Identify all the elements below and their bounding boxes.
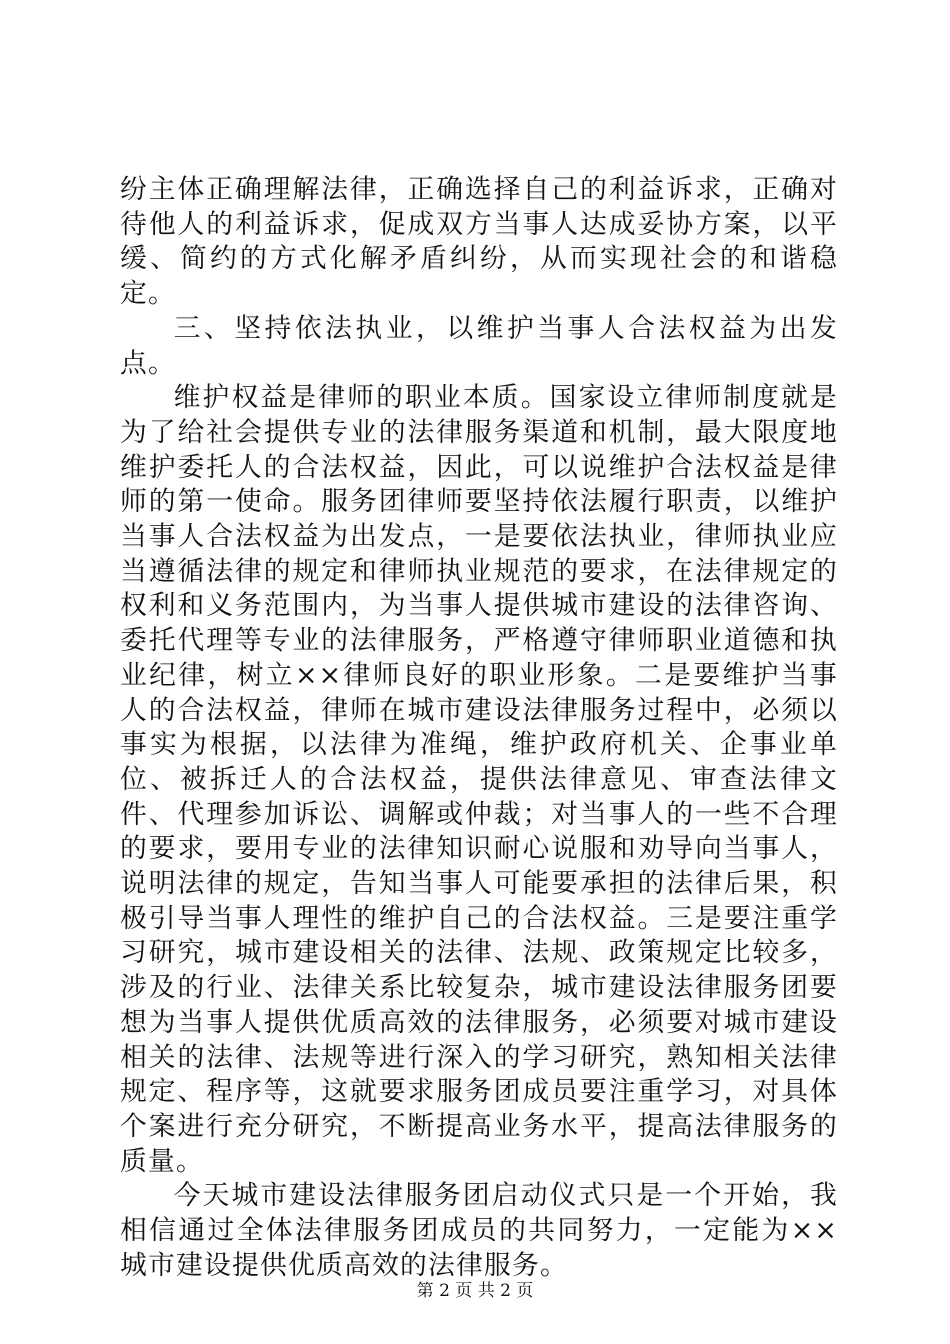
paragraph-closing: 今天城市建设法律服务团启动仪式只是一个开始，我相信通过全体法律服务团成员的共同努力，一定能为××城市建设提供优质高效的法律服务。 [120, 1180, 838, 1281]
document-body [120, 173, 838, 1284]
paragraph-continuation: 纷主体正确理解法律，正确选择自己的利益诉求，正确对待他人的利益诉求，促成双方当事人达成妥协方案，以平缓、简约的方式化解矛盾纠纷，从而实现社会的和谐稳定。 [120, 174, 838, 310]
paragraph-rights: 维护权益是律师的职业本质。国家设立律师制度就是为了给社会提供专业的法律服务渠道和机制，最大限度地维护委托人的合法权益，因此，可以说维护合法权益是律师的第一使命。服务团律师要坚持依法履行职责，以维护当事人合法权益为出发点，一是要依法执业，律师执业应当遵循法律的规定和律师执业规范的要求，在法律规定的权利和义务范围内，为当事人提供城市建设的法律咨询、委托代理等专业的法律服务，严格遵守律师职业道德和执业纪律，树立××律师良好的职业形象。二是要维护当事人的合法权益，律师在城市建设法律服务过程中，必须以事实为根据，以法律为准绳，维护政府机关、企事业单位、被拆迁人的合法权益，提供法律意见、审查法律文件、代理参加诉讼、调解或仲裁；对当事人的一些不合理的要求，要用专业的法律知识耐心说服和劝导向当事人，说明法律的规定，告知当事人可能要承担的法律后果，积极引导当事人理性的维护自己的合法权益。三是要注重学习研究，城市建设相关的法律、法规、政策规定比较多，涉及的行业、法律关系比较复杂，城市建设法律服务团要想为当事人提供优质高效的法律服务，必须要对城市建设相关的法律、法规等进行深入的学习研究，熟知相关法律规定、程序等，这就要求服务团成员要注重学习，对具体个案进行充分研究，不断提高业务水平，提高法律服务的质量。 [120, 382, 838, 1177]
page-footer: 第 2 页 共 2 页 [416, 1281, 534, 1301]
section-heading: 三、坚持依法执业，以维护当事人合法权益为出发点。 [120, 312, 838, 379]
